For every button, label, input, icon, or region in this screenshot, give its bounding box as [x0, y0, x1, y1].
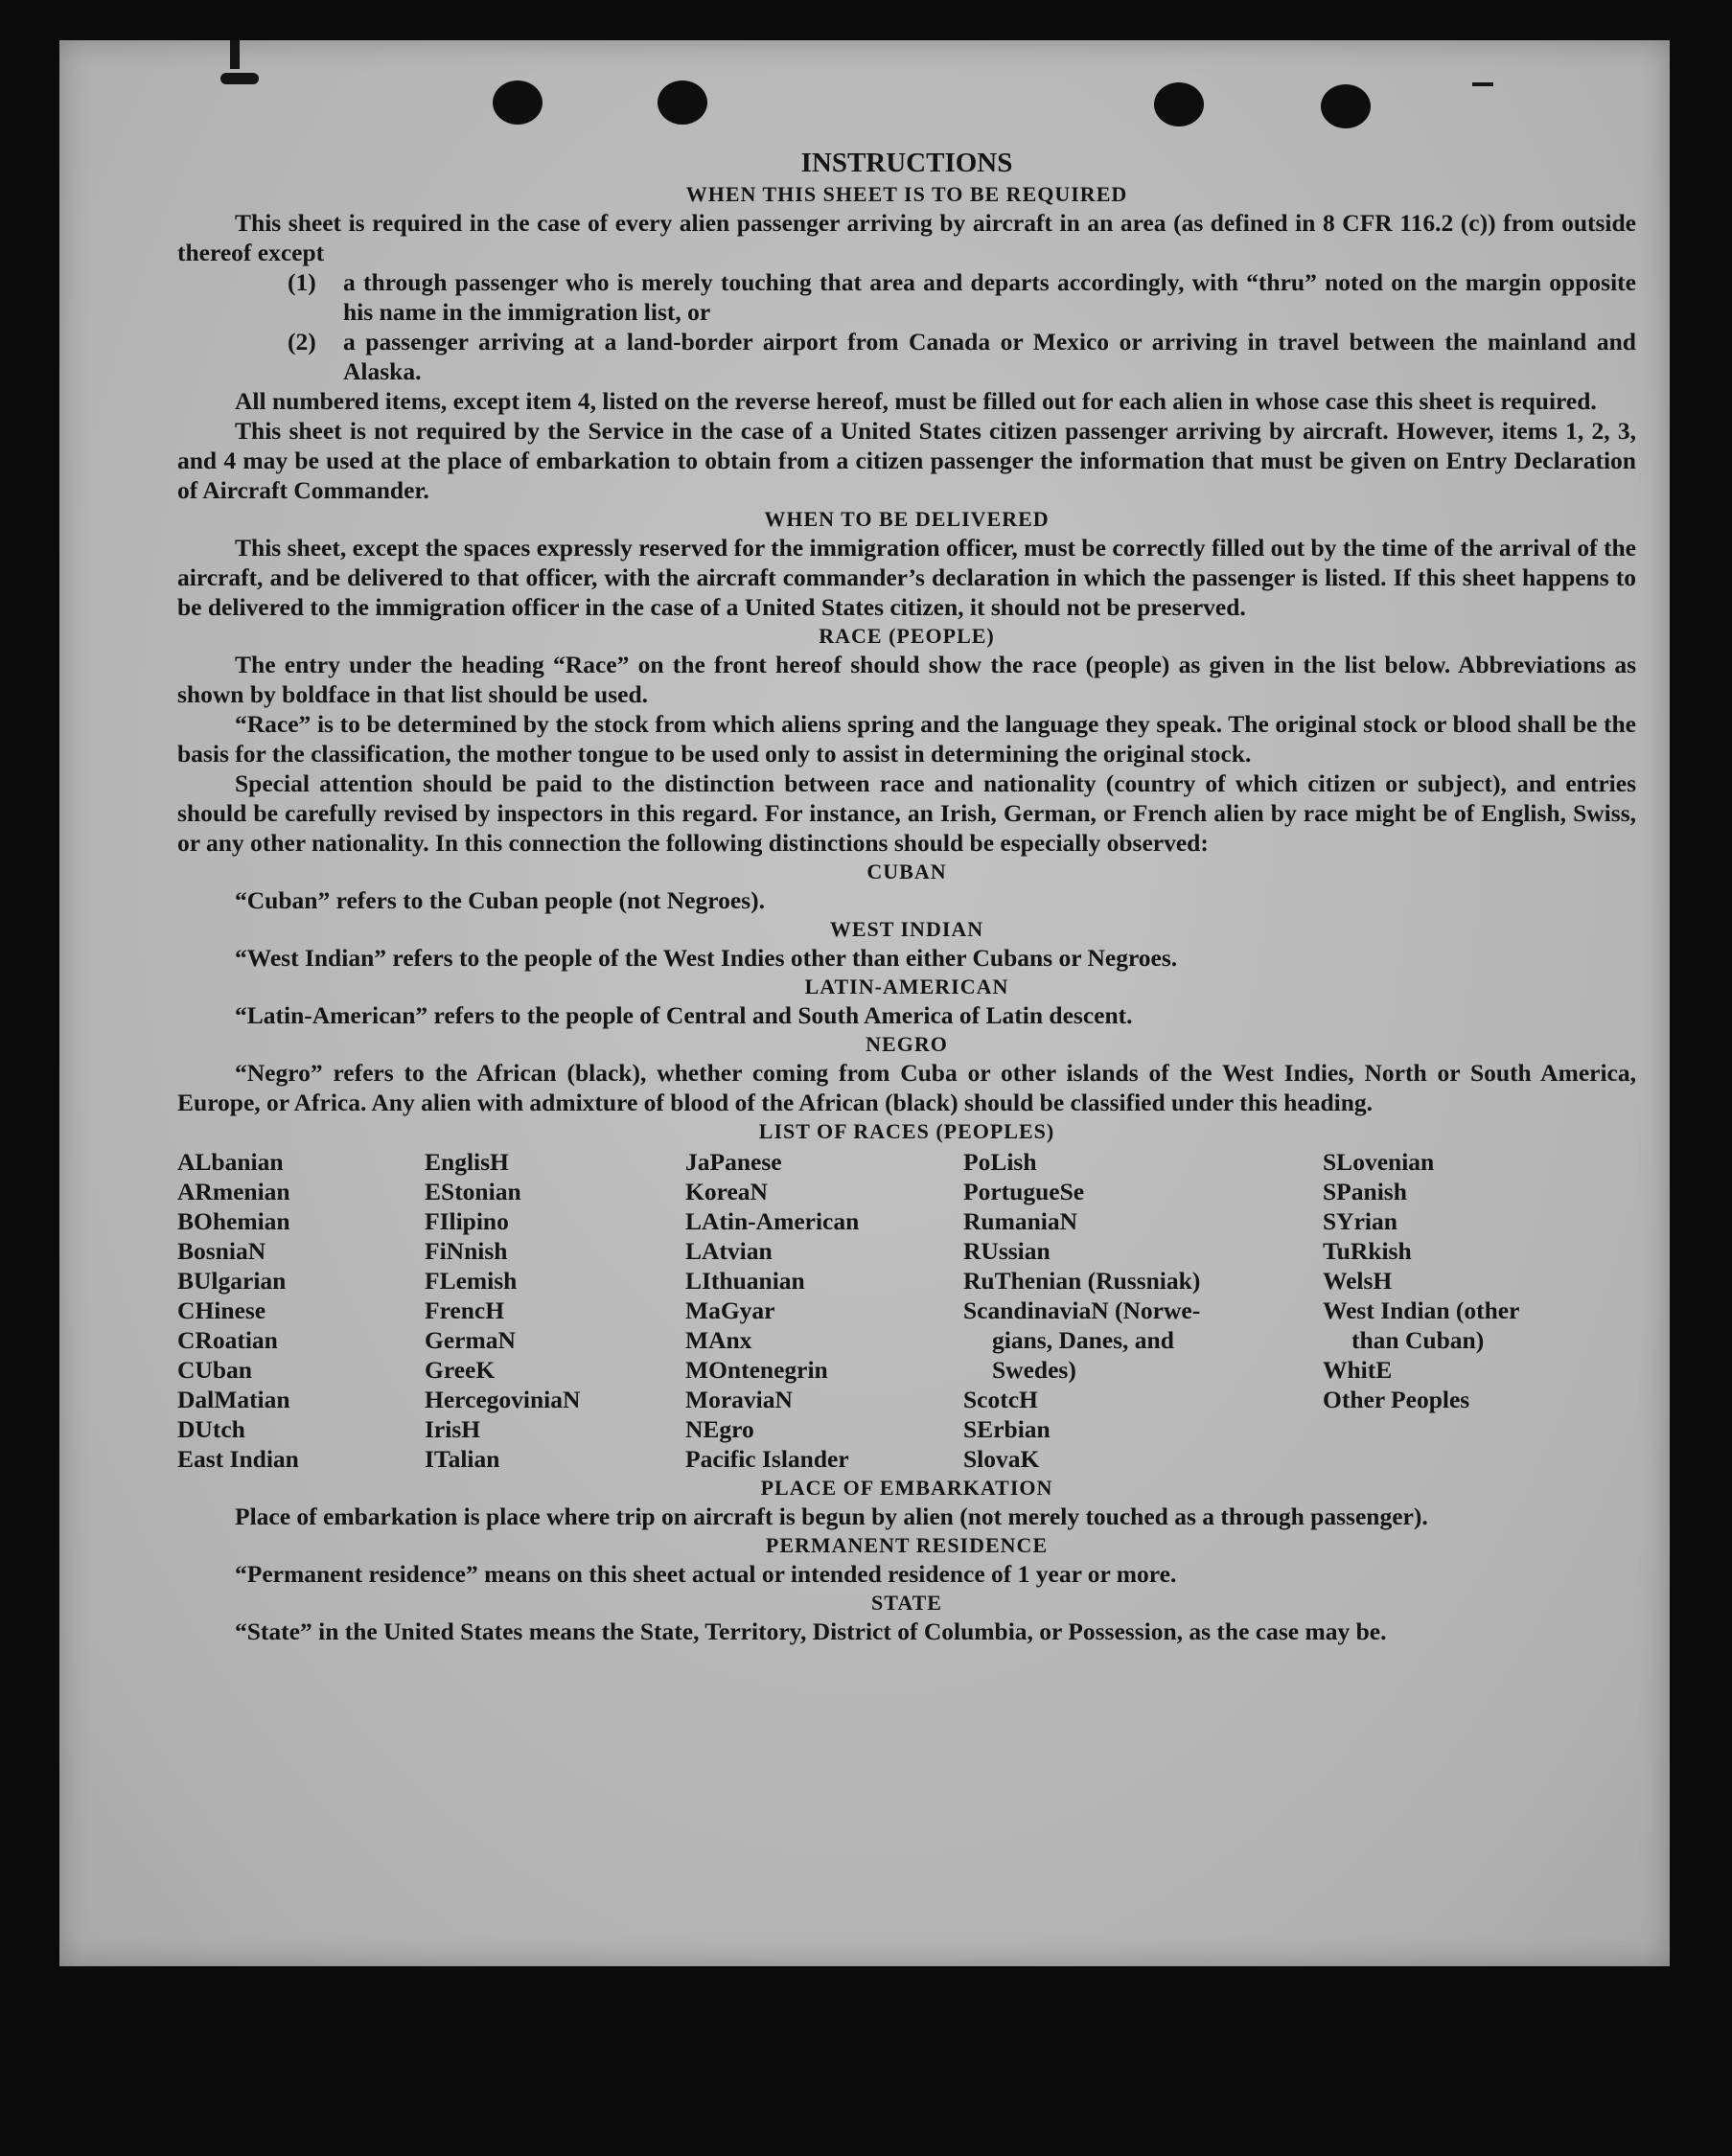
page-title: INSTRUCTIONS [800, 148, 1013, 178]
state-text: “State” in the United States means the State, Territory, District of Columbia, or Possession, as the case may be. [235, 1617, 1387, 1645]
race-entry: MoraviaN [685, 1386, 793, 1413]
race-entry: NEgro [685, 1415, 754, 1443]
item-number: (1) [288, 268, 316, 296]
race-paragraph-3: Special attention should be paid to the distinction between race and nationality (country of which citizen or subject), and entries should be carefully revised by inspectors in this regard. For instance, an Irish, German, or French alien by race might be of English, Swiss, or any other nationality. In this connection the following distinctions should be especially observed: [177, 769, 1636, 857]
races-column-5 [1323, 1147, 1629, 1474]
race-entry: ScotcH [963, 1386, 1038, 1413]
race-entry: BosniaN [177, 1237, 266, 1265]
race-entry: DUtch [177, 1415, 245, 1443]
race-entry: BUlgarian [177, 1267, 287, 1295]
negro-text: “Negro” refers to the African (black), whether coming from Cuba or other islands of the West Indies, North or South America, Europe, or Africa. Any alien with admixture of blood of the African (black) should be classified under this heading. [177, 1059, 1636, 1116]
punch-hole [1154, 82, 1204, 126]
race-entry: CRoatian [177, 1326, 278, 1354]
west-indian-text: “West Indian” refers to the people of the West Indies other than either Cubans or Negroes. [235, 944, 1178, 972]
race-entry: IrisH [425, 1415, 481, 1443]
races-list [177, 1147, 1636, 1474]
race-entry: PortugueSe [963, 1178, 1085, 1205]
race-entry: SYrian [1323, 1207, 1397, 1235]
exception-item [177, 267, 1636, 327]
race-entry: WhitE [1323, 1356, 1393, 1384]
race-entry: LIthuanian [685, 1267, 805, 1295]
heading-list-of-races: LIST OF RACES (PEOPLES) [758, 1119, 1055, 1143]
race-entry: JaPanese [685, 1148, 782, 1176]
item-text: a passenger arriving at a land-border airport from Canada or Mexico or arriving in travel between the mainland and Alaska. [343, 328, 1636, 385]
heading-place-of-embarkation: PLACE OF EMBARKATION [760, 1476, 1053, 1500]
heading-permanent-residence: PERMANENT RESIDENCE [765, 1533, 1049, 1557]
required-paragraph-2: All numbered items, except item 4, listed on the reverse hereof, must be filled out for each alien in whose case this sheet is required. [235, 387, 1597, 415]
race-entry: ALbanian [177, 1148, 284, 1176]
embarkation-text: Place of embarkation is place where trip on aircraft is begun by alien (not merely touched as a through passenger). [235, 1502, 1428, 1530]
required-intro: This sheet is required in the case of every alien passenger arriving by aircraft in an area (as defined in 8 CFR 116.2 (c)) from outside thereof except [177, 209, 1636, 266]
race-paragraph-2: “Race” is to be determined by the stock from which aliens spring and the language they speak. The original stock or blood shall be the basis for the classification, the mother tongue to be used only to assist in determining the original stock. [177, 710, 1636, 768]
race-entry: EStonian [425, 1178, 521, 1205]
heading-cuban: CUBAN [866, 860, 947, 883]
ink-smudge [230, 40, 240, 69]
delivered-text: This sheet, except the spaces expressly reserved for the immigration officer, must be correctly filled out by the time of the arrival of the aircraft, and be delivered to that officer, with the aircraft commander’s declaration in which the passenger is listed. If this sheet happens to be delivered to the immigration officer in the case of a United States citizen, it should not be preserved. [177, 534, 1636, 621]
race-entry: than Cuban) [1351, 1326, 1485, 1354]
instructions-body [177, 146, 1636, 1646]
race-entry: GermaN [425, 1326, 516, 1354]
race-entry: MAnx [685, 1326, 752, 1354]
heading-negro: NEGRO [866, 1032, 948, 1056]
race-entry: RuThenian (Russniak) [963, 1267, 1201, 1295]
race-entry: SLovenian [1323, 1148, 1435, 1176]
race-entry: gians, Danes, and [992, 1326, 1174, 1354]
race-entry: WelsH [1323, 1267, 1393, 1295]
race-entry: SlovaK [963, 1445, 1040, 1473]
race-entry: RumaniaN [963, 1207, 1078, 1235]
race-entry: PoLish [963, 1148, 1037, 1176]
race-entry: BOhemian [177, 1207, 290, 1235]
race-entry: GreeK [425, 1356, 496, 1384]
race-entry: East Indian [177, 1445, 299, 1473]
cuban-text: “Cuban” refers to the Cuban people (not Negroes). [235, 886, 765, 914]
race-entry: ScandinaviaN (Norwe- [963, 1296, 1201, 1324]
race-entry: FrencH [425, 1296, 505, 1324]
races-column-2 [425, 1147, 685, 1474]
required-paragraph-3: This sheet is not required by the Service in the case of a United States citizen passenger arriving by aircraft. However, items 1, 2, 3, and 4 may be used at the place of embarkation to obtain from a citizen passenger the information that must be given on Entry Declaration of Aircraft Commander. [177, 417, 1636, 504]
race-entry: FLemish [425, 1267, 518, 1295]
race-entry: ITalian [425, 1445, 500, 1473]
residence-text: “Permanent residence” means on this sheet actual or intended residence of 1 year or more. [235, 1560, 1177, 1588]
races-column-1 [177, 1147, 425, 1474]
race-entry: Swedes) [992, 1356, 1076, 1384]
item-number: (2) [288, 328, 316, 356]
heading-state: STATE [871, 1591, 942, 1615]
race-entry: CHinese [177, 1296, 266, 1324]
race-entry: ARmenian [177, 1178, 290, 1205]
races-column-3 [685, 1147, 963, 1474]
item-text: a through passenger who is merely touching that area and departs accordingly, with “thru” noted on the margin opposite his name in the immigration list, or [343, 268, 1636, 326]
latin-american-text: “Latin-American” refers to the people of Central and South America of Latin descent. [235, 1001, 1133, 1029]
race-entry: Other Peoples [1323, 1386, 1470, 1413]
race-entry: MOntenegrin [685, 1356, 828, 1384]
race-entry: SPanish [1323, 1178, 1407, 1205]
race-entry: West Indian (other [1323, 1296, 1520, 1324]
heading-latin-american: LATIN-AMERICAN [804, 975, 1009, 998]
race-entry: HercegoviniaN [425, 1386, 581, 1413]
race-entry: RUssian [963, 1237, 1051, 1265]
heading-when-delivered: WHEN TO BE DELIVERED [764, 507, 1050, 531]
ink-smudge [220, 73, 259, 84]
ink-smudge [1472, 82, 1493, 86]
race-entry: LAtin-American [685, 1207, 860, 1235]
document-sheet [59, 40, 1670, 1966]
race-entry: Pacific Islander [685, 1445, 849, 1473]
race-entry: DalMatian [177, 1386, 290, 1413]
race-entry: TuRkish [1323, 1237, 1412, 1265]
race-entry: LAtvian [685, 1237, 773, 1265]
race-paragraph-1: The entry under the heading “Race” on the front hereof should show the race (people) as given in the list below. Abbreviations as shown by boldface in that list should be used. [177, 651, 1636, 708]
heading-west-indian: WEST INDIAN [829, 917, 984, 941]
race-entry: FiNnish [425, 1237, 508, 1265]
exception-item [177, 327, 1636, 386]
heading-race: RACE (PEOPLE) [819, 624, 995, 648]
race-entry: CUban [177, 1356, 252, 1384]
punch-hole [493, 80, 543, 125]
race-entry: SErbian [963, 1415, 1051, 1443]
race-entry: EnglisH [425, 1148, 509, 1176]
races-column-4 [963, 1147, 1323, 1474]
race-entry: MaGyar [685, 1296, 775, 1324]
race-entry: FIlipino [425, 1207, 509, 1235]
heading-when-required: WHEN THIS SHEET IS TO BE REQUIRED [685, 182, 1128, 206]
race-entry: KoreaN [685, 1178, 768, 1205]
punch-hole [1321, 84, 1371, 128]
punch-hole [658, 80, 707, 125]
